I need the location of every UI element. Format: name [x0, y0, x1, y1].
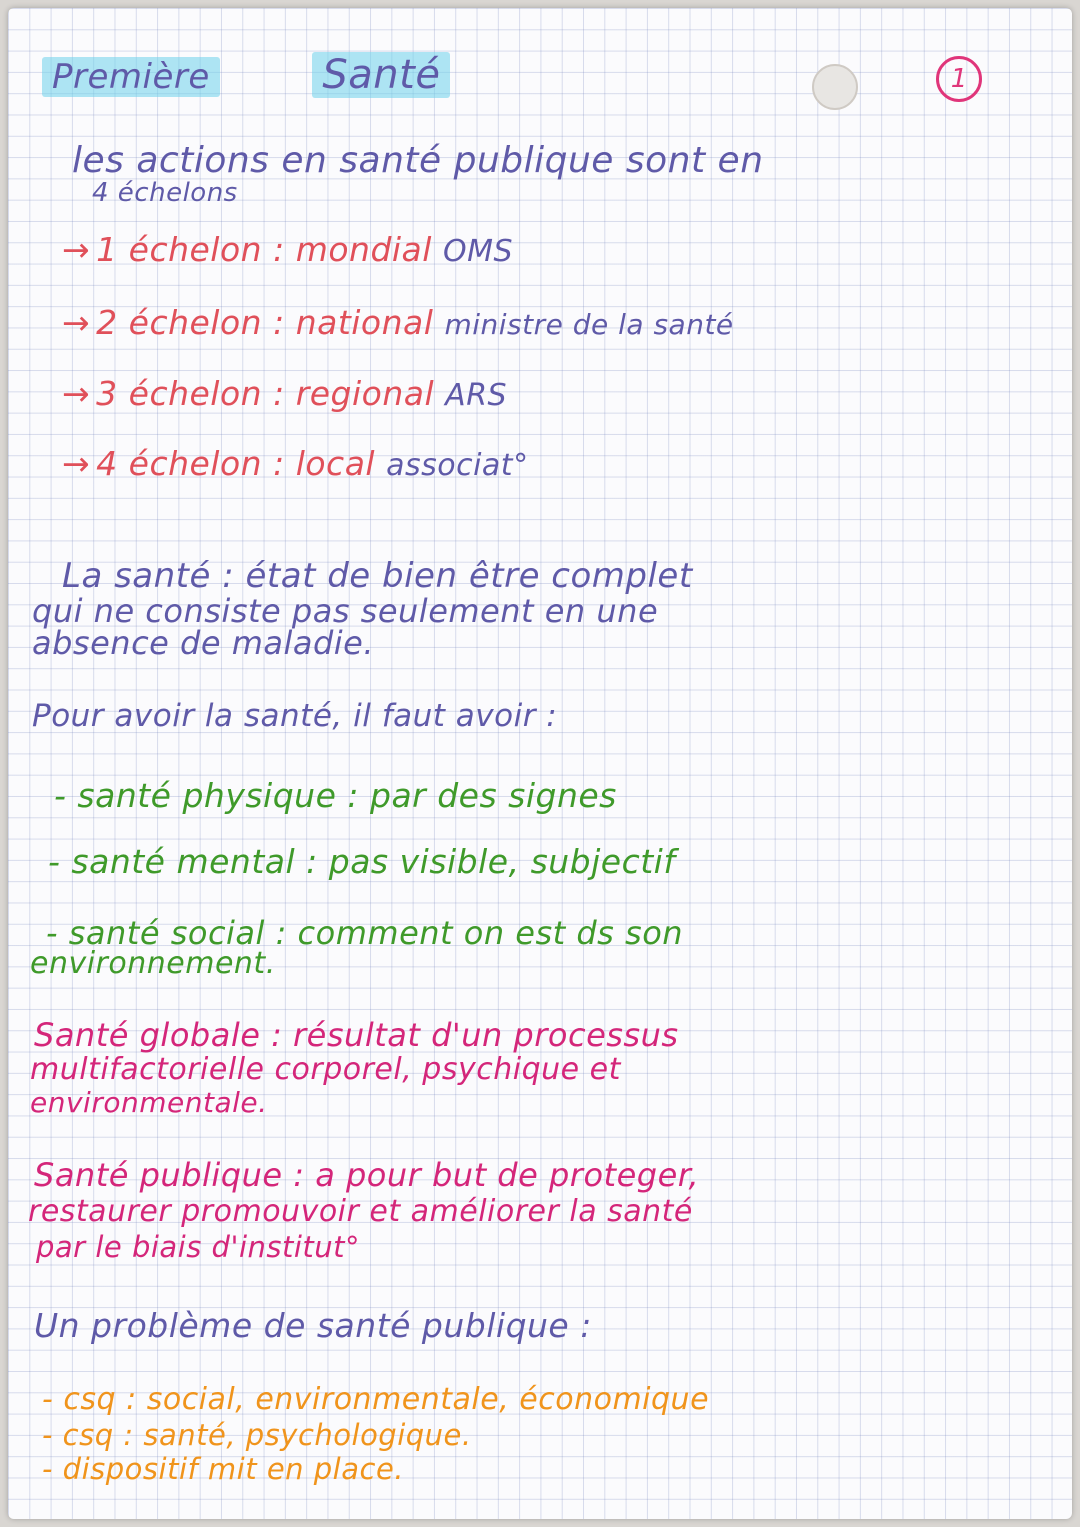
sante-social-line-2: environnement.: [30, 946, 276, 981]
probleme-item-1: - csq : social, environmentale, économique: [42, 1382, 710, 1417]
definition-line-2: qui ne consiste pas seulement en une: [32, 592, 659, 630]
echelon-item: → 1 échelon : mondial OMS: [62, 230, 513, 269]
echelon-actor: associat°: [386, 448, 529, 483]
sante-physique: - santé physique : par des signes: [54, 776, 617, 815]
arrow-icon: →: [62, 230, 91, 269]
definition-line-1: La santé : état de bien être complet: [62, 556, 693, 596]
sante-mental: - santé mental : pas visible, subjectif: [48, 842, 676, 881]
probleme-title: Un problème de santé publique :: [34, 1306, 592, 1345]
pour-avoir-heading: Pour avoir la santé, il faut avoir :: [32, 698, 558, 734]
notebook-page: [8, 8, 1072, 1519]
echelon-item: → 3 échelon : regional ARS: [62, 374, 508, 413]
sante-publique-line-3: par le biais d'institut°: [36, 1230, 361, 1264]
header-title-right: Santé: [312, 52, 450, 98]
arrow-icon: →: [62, 374, 91, 413]
echelon-item: → 4 échelon : local associat°: [62, 444, 529, 483]
definition-line-3: absence de maladie.: [32, 624, 375, 662]
echelon-scope: local: [295, 444, 376, 483]
echelon-item: → 2 échelon : national ministre de la santé: [62, 303, 734, 342]
arrow-icon: →: [62, 303, 91, 342]
sante-globale-line-2: multifactorielle corporel, psychique et: [30, 1052, 621, 1087]
sante-globale-line-3: environmentale.: [30, 1086, 268, 1119]
sante-publique-line-2: restaurer promouvoir et améliorer la santé: [28, 1194, 693, 1229]
intro-line-1: les actions en santé publique sont en: [72, 140, 764, 181]
sante-publique-line-1: Santé publique : a pour but de proteger,: [34, 1156, 700, 1194]
page-header: [42, 52, 450, 98]
sante-globale-line-1: Santé globale : résultat d'un processus: [34, 1016, 679, 1054]
probleme-item-2: - csq : santé, psychologique.: [42, 1418, 472, 1452]
punch-hole: [812, 64, 858, 110]
echelon-scope: regional: [295, 374, 435, 413]
echelon-scope: mondial: [295, 230, 432, 269]
echelon-actor: ministre de la santé: [444, 308, 734, 341]
probleme-item-3: - dispositif mit en place.: [42, 1452, 405, 1486]
header-title-left: Première: [42, 57, 220, 97]
echelon-actor: ARS: [445, 378, 508, 413]
arrow-icon: →: [62, 444, 91, 483]
page-number: 1: [936, 56, 982, 102]
echelon-actor: OMS: [442, 234, 513, 269]
echelon-scope: national: [295, 303, 434, 342]
sante-social-line-1: - santé social : comment on est ds son: [46, 914, 684, 952]
intro-line-2: 4 échelons: [92, 178, 238, 208]
